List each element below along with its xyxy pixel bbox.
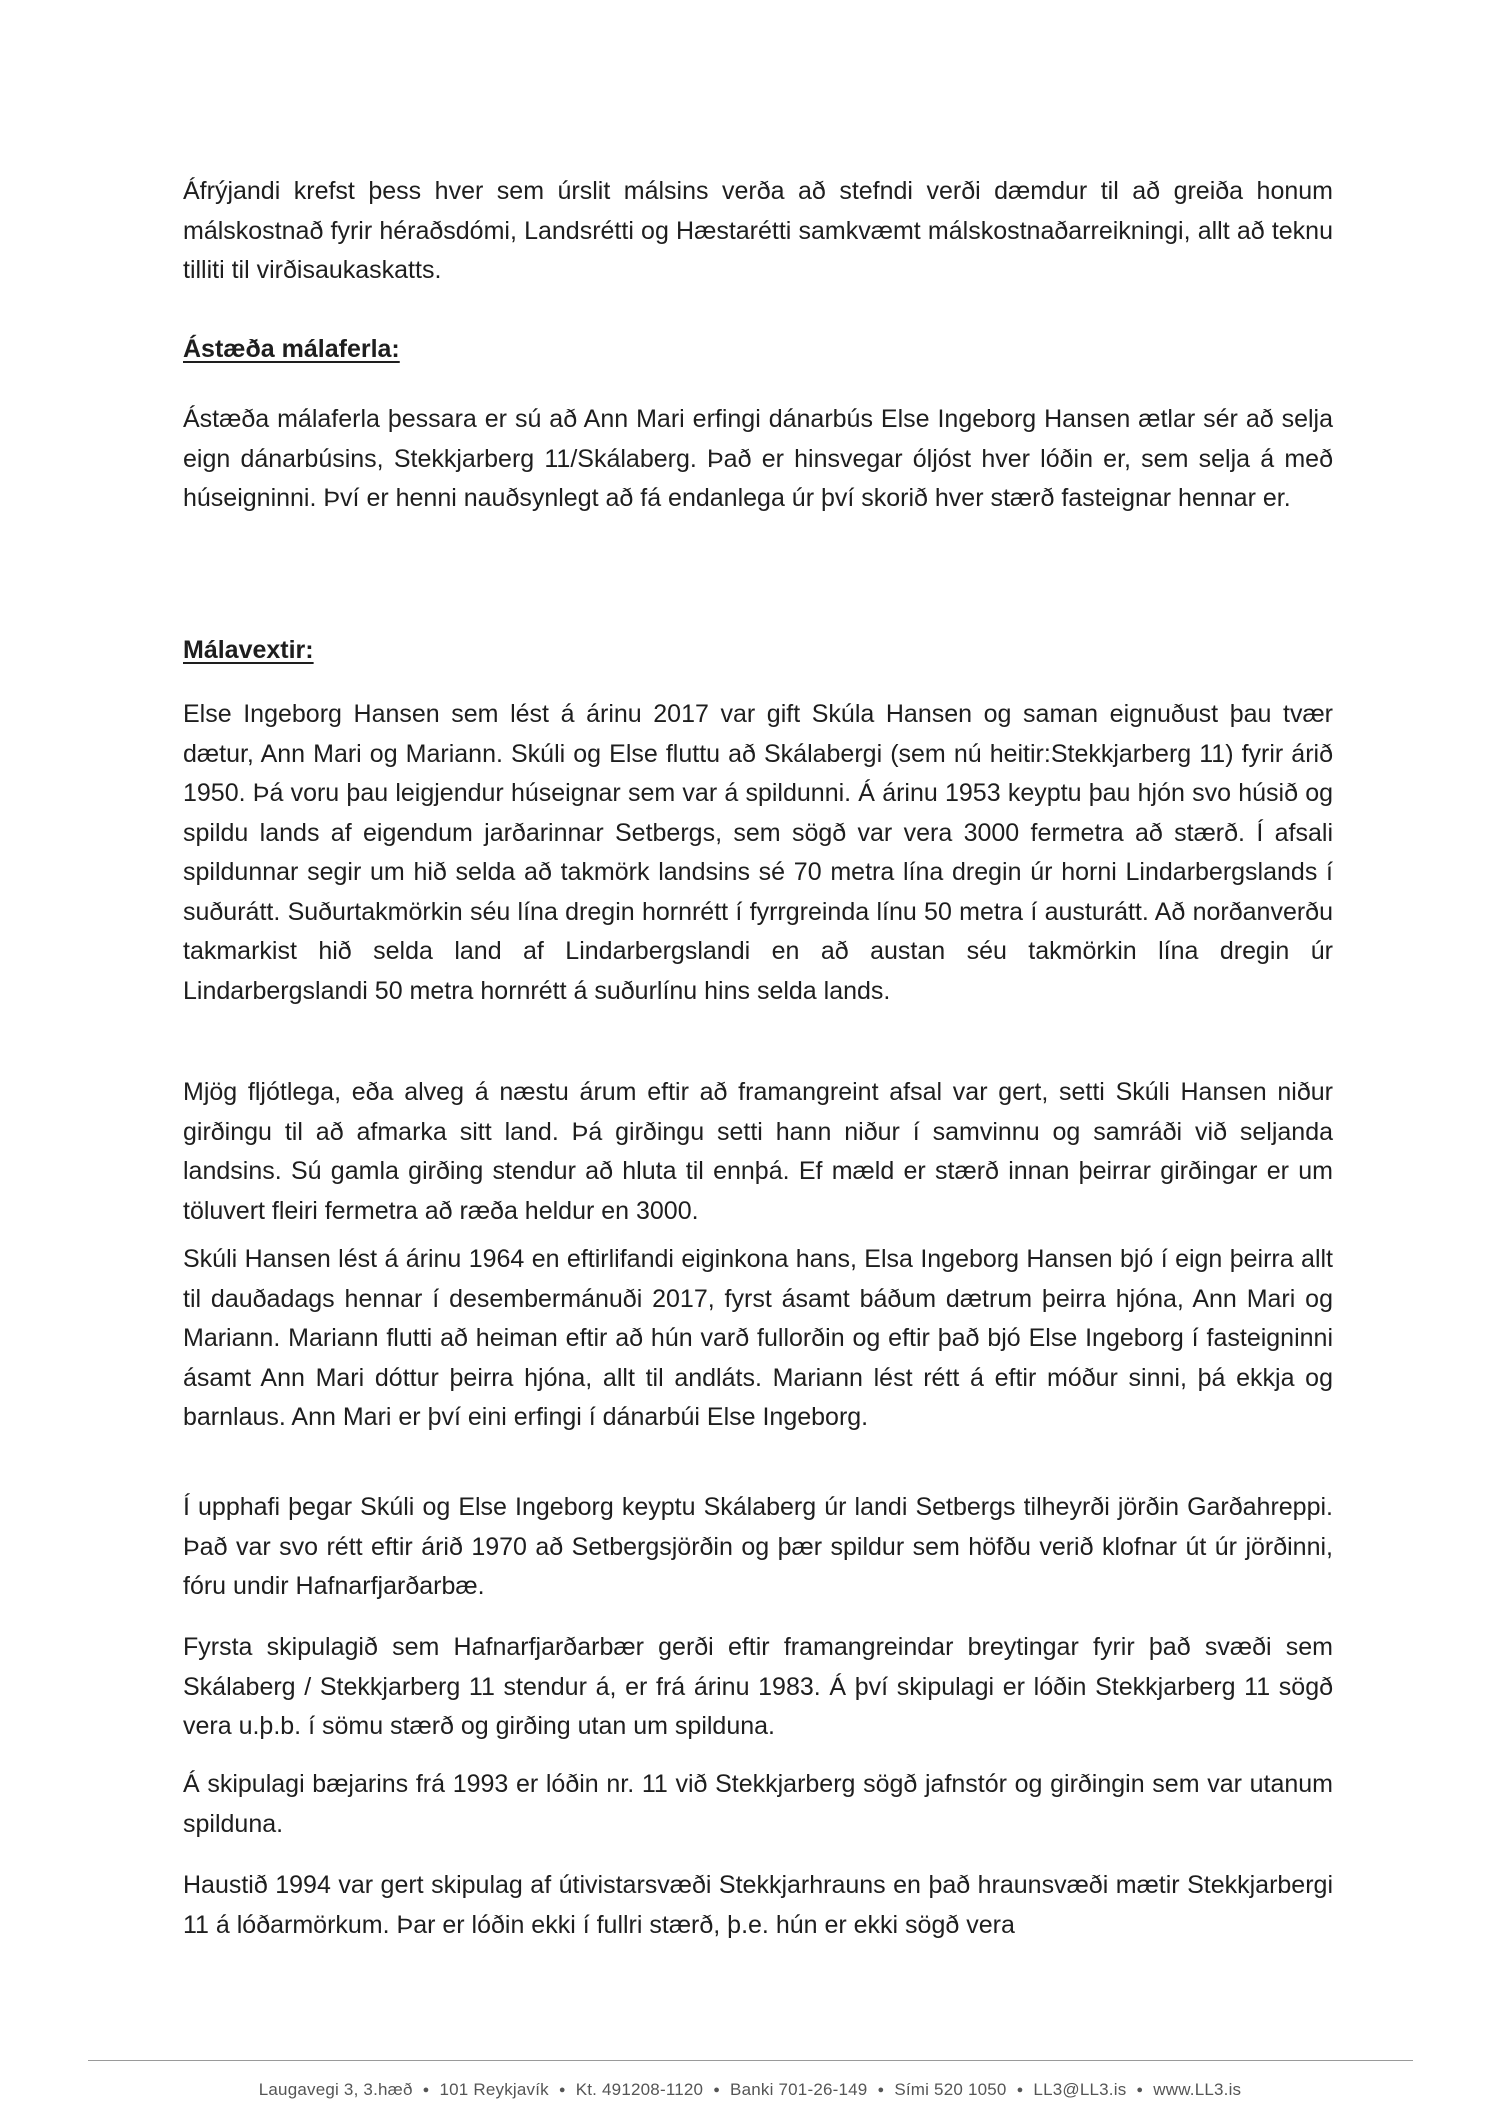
section-heading-astaeda: Ástæða málaferla:: [183, 335, 400, 363]
footer-separator: ●: [558, 2084, 566, 2096]
footer-separator: ●: [422, 2084, 430, 2096]
section-malavextir: [183, 631, 1333, 671]
malavextir-paragraph-6-block: [183, 1765, 1333, 1844]
footer-bank: Banki 701-26-149: [730, 2080, 868, 2099]
footer: [0, 2080, 1500, 2100]
footer-kt: Kt. 491208-1120: [575, 2080, 704, 2099]
section-astaeda: [183, 330, 1333, 370]
malavextir-paragraph-7-block: [183, 1866, 1333, 1945]
section-heading-malavextir: Málavextir:: [183, 636, 314, 664]
malavextir-paragraph-5-block: [183, 1628, 1333, 1747]
section-astaeda-body: [183, 400, 1333, 519]
footer-phone: Sími 520 1050: [894, 2080, 1007, 2099]
paragraph-malavextir-2: Mjög fljótlega, eða alveg á næstu árum eftir að framangreint afsal var gert, setti Skúli Hansen niður girðingu til að afmarka sitt land. Þá girðingu setti hann niður í samvinnu og samráði við seljanda landsins. Sú gamla girðing stendur að hluta til ennþá. Ef mæld er stærð innan þeirrar girðingar er um töluvert fleiri fermetra að ræða heldur en 3000.: [183, 1078, 1333, 1225]
footer-separator: ●: [1016, 2084, 1024, 2096]
footer-web[interactable]: www.LL3.is: [1153, 2080, 1242, 2099]
malavextir-paragraph-2-block: [183, 1073, 1333, 1231]
footer-email[interactable]: LL3@LL3.is: [1033, 2080, 1127, 2099]
paragraph-malavextir-5: Fyrsta skipulagið sem Hafnarfjarðarbær gerði eftir framangreindar breytingar fyrir það svæði sem Skálaberg / Stekkjarberg 11 stendur á, er frá árinu 1983. Á því skipulagi er lóðin Stekkjarberg 11 sögð vera u.þ.b. í sömu stærð og girðing utan um spilduna.: [183, 1633, 1333, 1740]
paragraph-malavextir-4: Í upphafi þegar Skúli og Else Ingeborg keyptu Skálaberg úr landi Setbergs tilheyrði jörðin Garðahreppi. Það var svo rétt eftir árið 1970 að Setbergsjörðin og þær spildur sem höfðu verið klofnar út úr jörðinni, fóru undir Hafnarfjarðarbæ.: [183, 1493, 1333, 1600]
footer-separator: ●: [1136, 2084, 1144, 2096]
paragraph-malavextir-6: Á skipulagi bæjarins frá 1993 er lóðin nr. 11 við Stekkjarberg sögð jafnstór og girðingin sem var utanum spilduna.: [183, 1770, 1333, 1838]
malavextir-paragraph-3-block: [183, 1240, 1333, 1438]
paragraph-astaeda: Ástæða málaferla þessara er sú að Ann Mari erfingi dánarbús Else Ingeborg Hansen ætlar sér að selja eign dánarbúsins, Stekkjarberg 11/Skálaberg. Það er hinsvegar óljóst hver lóðin er, sem selja á með húseigninni. Því er henni nauðsynlegt að fá endanlega úr því skorið hver stærð fasteignar hennar er.: [183, 405, 1333, 512]
footer-separator: ●: [877, 2084, 885, 2096]
paragraph-malavextir-1: Else Ingeborg Hansen sem lést á árinu 2017 var gift Skúla Hansen og saman eignuðust þau tvær dætur, Ann Mari og Mariann. Skúli og Else fluttu að Skálabergi (sem nú heitir:Stekkjarberg 11) fyrir árið 1950. Þá voru þau leigjendur húseignar sem var á spildunni. Á árinu 1953 keyptu þau hjón svo húsið og spildu lands af eigendum jarðarinnar Setbergs, sem sögð var vera 3000 fermetra að stærð. Í afsali spildunnar segir um hið selda að takmörk landsins sé 70 metra lína dregin úr horni Lindarbergslands í suðurátt. Suðurtakmörkin séu lína dregin hornrétt í fyrrgreinda línu 50 metra í austurátt. Að norðanverðu takmarkist hið selda land af Lindarbergslandi en að austan séu takmörkin lína dregin úr Lindarbergslandi 50 metra hornrétt á suðurlínu hins selda lands.: [183, 700, 1333, 1005]
footer-divider: [88, 2060, 1413, 2061]
footer-separator: ●: [713, 2084, 721, 2096]
paragraph-malavextir-3: Skúli Hansen lést á árinu 1964 en eftirlifandi eiginkona hans, Elsa Ingeborg Hansen bjó í eign þeirra allt til dauðadags hennar í desembermánuði 2017, fyrst ásamt báðum dætrum þeirra hjóna, Ann Mari og Mariann. Mariann flutti að heiman eftir að hún varð fullorðin og eftir það bjó Else Ingeborg í fasteigninni ásamt Ann Mari dóttur þeirra hjóna, allt til andláts. Mariann lést rétt á eftir móður sinni, þá ekkja og barnlaus. Ann Mari er því eini erfingi í dánarbúi Else Ingeborg.: [183, 1245, 1333, 1431]
intro-paragraph: Áfrýjandi krefst þess hver sem úrslit málsins verða að stefndi verði dæmdur til að greiða honum málskostnað fyrir héraðsdómi, Landsrétti og Hæstarétti samkvæmt málskostnaðarreikningi, allt að teknu tilliti til virðisaukaskatts.: [183, 177, 1333, 284]
footer-postal: 101 Reykjavík: [439, 2080, 549, 2099]
paragraph-malavextir-7: Haustið 1994 var gert skipulag af útivistarsvæði Stekkjarhrauns en það hraunsvæði mætir Stekkjarbergi 11 á lóðarmörkum. Þar er lóðin ekki í fullri stærð, þ.e. hún er ekki sögð vera: [183, 1871, 1333, 1939]
malavextir-paragraph-4-block: [183, 1488, 1333, 1607]
malavextir-paragraph-1-block: [183, 695, 1333, 1011]
footer-address: Laugavegi 3, 3.hæð: [258, 2080, 413, 2099]
intro-block: [183, 172, 1333, 291]
